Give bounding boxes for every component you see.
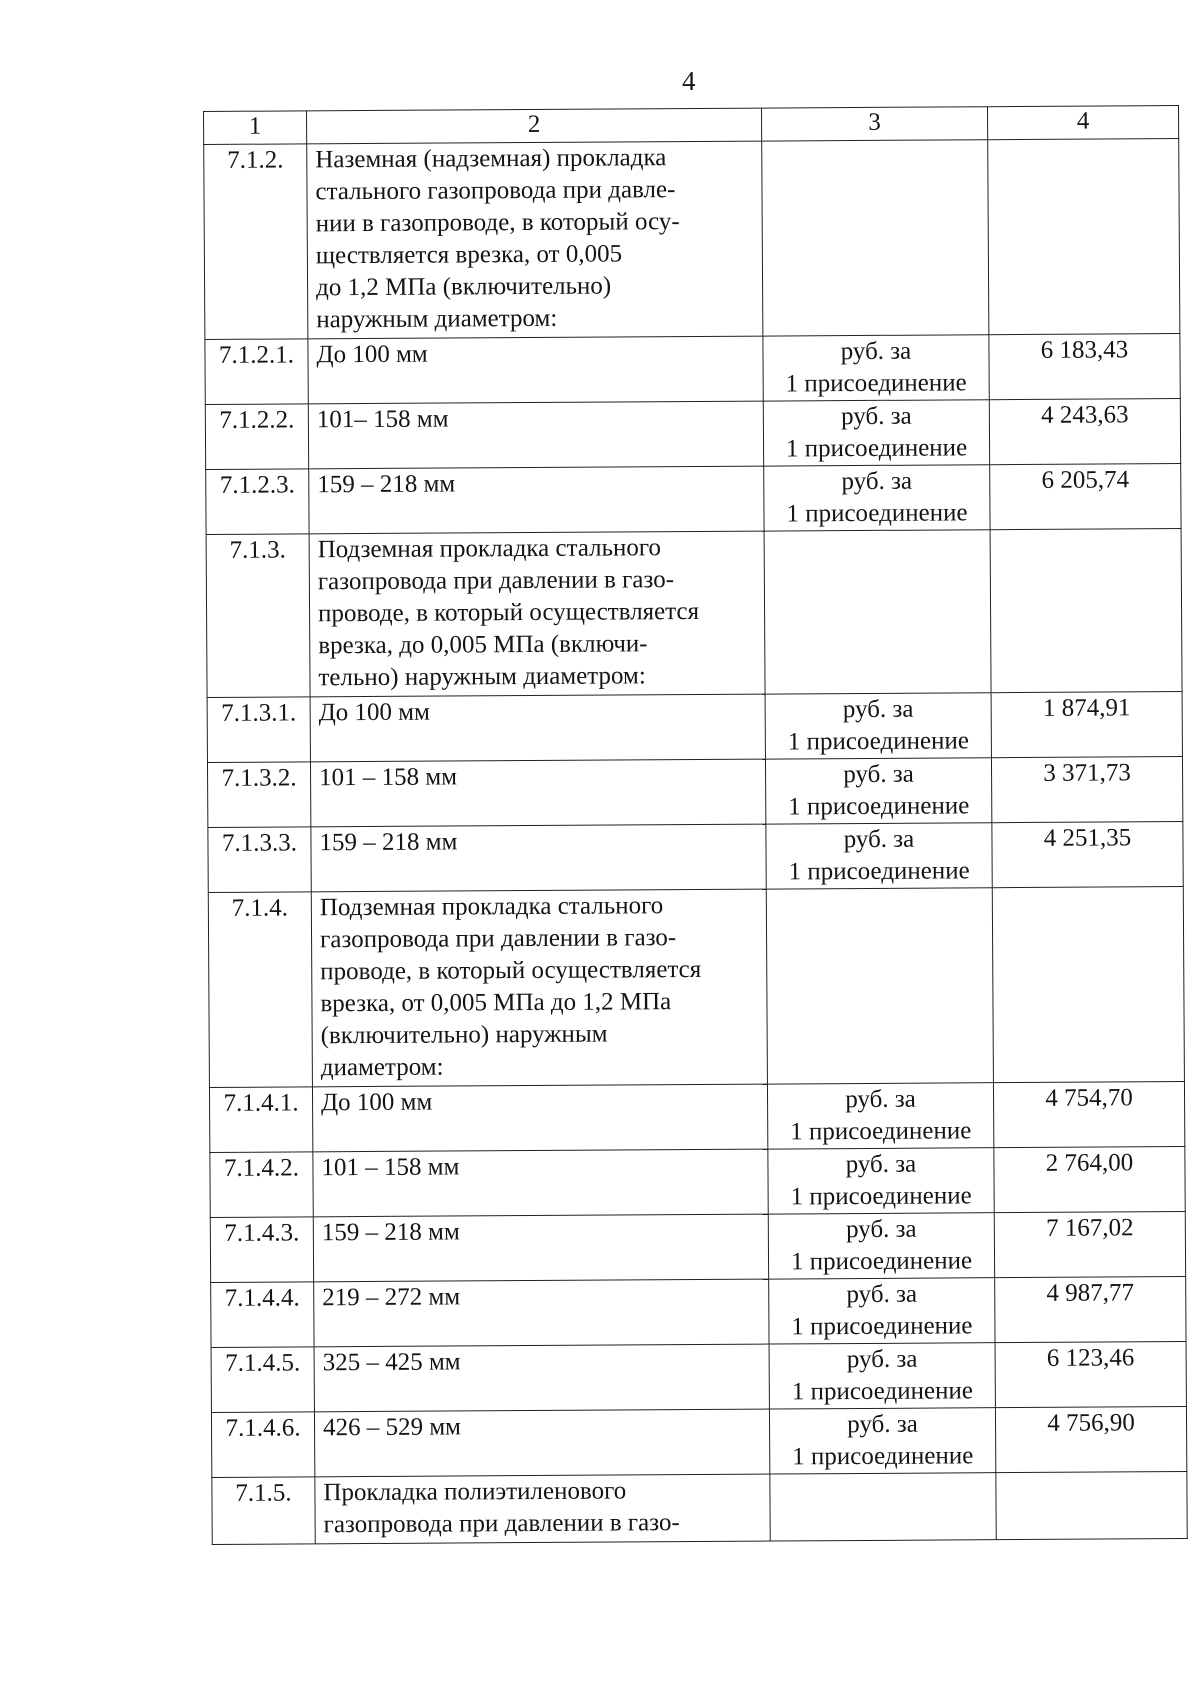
item-price: 4 756,90 bbox=[995, 1407, 1186, 1473]
item-unit bbox=[768, 1148, 994, 1214]
unit-line-2: 1 присоединение bbox=[785, 369, 967, 398]
item-unit bbox=[764, 530, 991, 694]
item-description bbox=[309, 531, 765, 697]
column-header-1: 1 bbox=[204, 111, 307, 145]
item-code: 7.1.4.5. bbox=[211, 1347, 314, 1413]
column-header-3: 3 bbox=[761, 107, 987, 141]
description-line: газопровода при давлении в газо- bbox=[317, 566, 675, 596]
item-price bbox=[988, 139, 1180, 335]
description-line: 101 – 158 мм bbox=[321, 1153, 460, 1182]
description-line: 159 – 218 мм bbox=[319, 828, 458, 857]
item-unit bbox=[762, 140, 989, 336]
unit-line-1: руб. за bbox=[846, 1345, 918, 1374]
unit-line-1: руб. за bbox=[845, 1085, 916, 1114]
item-unit bbox=[767, 1083, 993, 1149]
item-unit bbox=[765, 758, 991, 824]
item-description bbox=[312, 1084, 767, 1152]
unit-line-1: руб. за bbox=[845, 1215, 917, 1244]
table-row bbox=[210, 1212, 1185, 1283]
item-price bbox=[992, 887, 1184, 1083]
table-row bbox=[208, 822, 1183, 893]
table-row bbox=[210, 1147, 1185, 1218]
item-code: 7.1.3.1. bbox=[207, 697, 310, 763]
item-price: 4 243,63 bbox=[989, 399, 1180, 465]
unit-line-1: руб. за bbox=[843, 760, 914, 789]
item-unit bbox=[766, 888, 993, 1084]
item-code: 7.1.4.6. bbox=[211, 1412, 314, 1478]
table-row bbox=[211, 1407, 1186, 1478]
item-unit bbox=[769, 1278, 995, 1344]
description-line: 159 – 218 мм bbox=[321, 1218, 460, 1247]
item-code: 7.1.3. bbox=[206, 534, 310, 698]
description-line: газопровода при давлении в газо- bbox=[323, 1509, 680, 1539]
description-line: До 100 мм bbox=[318, 698, 430, 727]
tariff-table bbox=[203, 105, 1188, 1545]
item-description bbox=[314, 1279, 769, 1347]
item-description bbox=[311, 889, 767, 1087]
description-line: Наземная (надземная) прокладка bbox=[315, 144, 667, 174]
unit-line-1: руб. за bbox=[845, 1150, 917, 1179]
description-line: 101 – 158 мм bbox=[318, 763, 458, 792]
description-line: газопровода при давлении в газо- bbox=[319, 924, 677, 954]
description-line: ществляется врезка, от 0,005 bbox=[315, 240, 623, 270]
table-row bbox=[206, 464, 1181, 535]
unit-line-1: руб. за bbox=[846, 1280, 918, 1309]
item-code: 7.1.4.1. bbox=[209, 1087, 312, 1153]
item-price bbox=[996, 1472, 1187, 1540]
unit-line-2: 1 присоединение bbox=[791, 1312, 973, 1341]
description-line: 325 – 425 мм bbox=[322, 1348, 461, 1377]
item-code: 7.1.4. bbox=[208, 892, 312, 1088]
description-line: 219 – 272 мм bbox=[322, 1283, 461, 1312]
table-row bbox=[207, 757, 1182, 828]
description-line: тельно) наружным диаметром: bbox=[318, 662, 646, 692]
description-line: (включительно) наружным bbox=[320, 1020, 608, 1050]
description-line: Подземная прокладка стального bbox=[319, 892, 664, 922]
item-description bbox=[307, 141, 763, 339]
unit-line-2: 1 присоединение bbox=[790, 1117, 972, 1146]
description-line: 426 – 529 мм bbox=[322, 1413, 462, 1442]
item-description bbox=[313, 1149, 768, 1217]
description-line: наружным диаметром: bbox=[316, 304, 558, 334]
item-price: 2 764,00 bbox=[994, 1147, 1185, 1213]
item-price: 4 251,35 bbox=[992, 822, 1183, 888]
column-header-4: 4 bbox=[987, 106, 1178, 140]
item-price: 1 874,91 bbox=[991, 692, 1182, 758]
table-row bbox=[205, 399, 1180, 470]
item-unit bbox=[764, 465, 990, 531]
description-line: 101– 158 мм bbox=[316, 405, 449, 434]
item-unit bbox=[766, 823, 992, 889]
unit-line-1: руб. за bbox=[841, 467, 913, 496]
item-unit bbox=[769, 1408, 995, 1474]
unit-line-1: руб. за bbox=[842, 695, 914, 724]
table-row bbox=[207, 692, 1182, 763]
item-description bbox=[313, 1214, 768, 1282]
unit-line-1: руб. за bbox=[847, 1410, 918, 1439]
item-code: 7.1.4.3. bbox=[210, 1217, 313, 1283]
item-code: 7.1.4.4. bbox=[211, 1282, 314, 1348]
item-description bbox=[314, 1409, 769, 1477]
description-line: стального газопровода при давле- bbox=[315, 176, 676, 206]
description-line: диаметром: bbox=[320, 1053, 444, 1082]
item-price: 4 754,70 bbox=[993, 1082, 1184, 1148]
unit-line-1: руб. за bbox=[843, 825, 915, 854]
item-code: 7.1.2. bbox=[204, 144, 308, 340]
description-line: 159 – 218 мм bbox=[317, 470, 456, 499]
item-description bbox=[310, 759, 765, 827]
unit-line-2: 1 присоединение bbox=[792, 1442, 974, 1471]
unit-line-1: руб. за bbox=[841, 402, 912, 431]
table-section-row bbox=[206, 529, 1182, 698]
item-code: 7.1.3.3. bbox=[208, 827, 311, 893]
item-code: 7.1.5. bbox=[212, 1477, 315, 1545]
unit-line-1: руб. за bbox=[840, 337, 912, 366]
item-price: 6 183,43 bbox=[989, 334, 1180, 400]
unit-line-2: 1 присоединение bbox=[785, 434, 968, 463]
unit-line-2: 1 присоединение bbox=[790, 1182, 972, 1211]
page-number: 4 bbox=[682, 66, 696, 96]
table-row bbox=[211, 1342, 1186, 1413]
item-code: 7.1.3.2. bbox=[207, 762, 310, 828]
unit-line-2: 1 присоединение bbox=[788, 792, 970, 821]
table-section-row bbox=[204, 139, 1180, 340]
item-price: 3 371,73 bbox=[991, 757, 1182, 823]
column-header-2: 2 bbox=[307, 108, 762, 144]
table-section-row bbox=[212, 1472, 1187, 1545]
table-section-row bbox=[208, 887, 1184, 1088]
description-line: проводе, в который осуществляется bbox=[320, 955, 702, 986]
item-code: 7.1.4.2. bbox=[210, 1152, 313, 1218]
unit-line-2: 1 присоединение bbox=[787, 727, 969, 756]
description-line: До 100 мм bbox=[316, 340, 428, 369]
item-price: 4 987,77 bbox=[995, 1277, 1186, 1343]
description-line: До 100 мм bbox=[320, 1088, 433, 1117]
description-line: нии в газопроводе, в который осу- bbox=[315, 208, 680, 238]
item-description bbox=[314, 1344, 769, 1412]
item-price: 6 123,46 bbox=[995, 1342, 1186, 1408]
description-line: проводе, в который осуществляется bbox=[317, 597, 700, 628]
description-line: врезка, до 0,005 МПа (включи- bbox=[318, 630, 648, 660]
item-unit bbox=[769, 1343, 995, 1409]
item-unit bbox=[763, 400, 989, 466]
item-description bbox=[308, 336, 763, 404]
item-description bbox=[315, 1474, 770, 1544]
item-description bbox=[309, 466, 764, 534]
description-line: до 1,2 МПа (включительно) bbox=[315, 272, 612, 302]
item-price bbox=[990, 529, 1182, 693]
unit-line-2: 1 присоединение bbox=[786, 499, 968, 528]
item-description bbox=[310, 694, 765, 762]
item-code: 7.1.2.2. bbox=[205, 404, 308, 470]
item-description bbox=[308, 401, 763, 469]
unit-line-2: 1 присоединение bbox=[791, 1377, 973, 1406]
item-unit bbox=[765, 693, 991, 759]
item-unit bbox=[770, 1473, 996, 1541]
description-line: врезка, от 0,005 МПа до 1,2 МПа bbox=[320, 988, 672, 1018]
item-unit bbox=[763, 335, 989, 401]
item-description bbox=[311, 824, 766, 892]
item-price: 6 205,74 bbox=[990, 464, 1181, 530]
table-row bbox=[205, 334, 1180, 405]
item-code: 7.1.2.1. bbox=[205, 339, 308, 405]
table-row bbox=[209, 1082, 1184, 1153]
item-unit bbox=[768, 1213, 994, 1279]
item-price: 7 167,02 bbox=[994, 1212, 1185, 1278]
table-row bbox=[211, 1277, 1186, 1348]
table-body bbox=[204, 139, 1188, 1545]
description-line: Подземная прокладка стального bbox=[317, 534, 662, 564]
item-code: 7.1.2.3. bbox=[206, 469, 309, 535]
unit-line-2: 1 присоединение bbox=[790, 1247, 973, 1276]
unit-line-2: 1 присоединение bbox=[788, 857, 970, 886]
description-line: Прокладка полиэтиленового bbox=[323, 1477, 627, 1507]
